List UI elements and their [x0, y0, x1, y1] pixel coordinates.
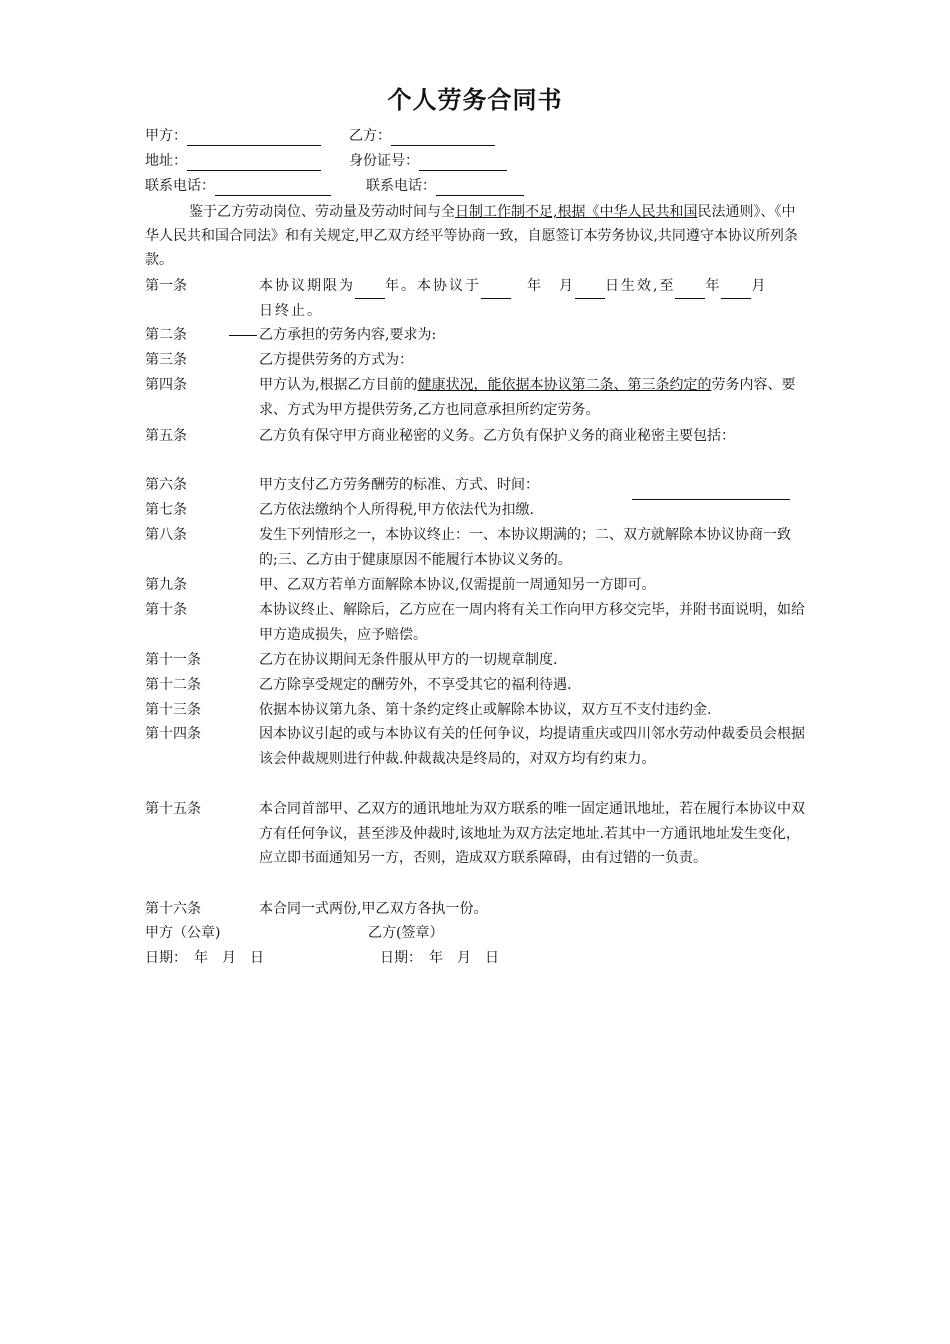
article-text: 本合同首部甲、乙双方的通讯地址为双方联系的唯一固定通讯地址，若在履行本协议中双方有任何争议，甚至涉及仲裁时,该地址为双方法定地址.若其中一方通讯地址发生变化，应立即书面通知另一方，否则，造成双方联系障碍，由有过错的一负责。: [259, 801, 805, 866]
intro-text-3: 民法通则》、《中华人民共和国合同法》和有关规定,甲乙双方经平等协商一致，自愿签订本劳务协议,共同遵守本协议所列条款。: [145, 204, 798, 268]
article-9: [145, 573, 807, 598]
end-year-blank[interactable]: [675, 282, 705, 299]
start-day-blank[interactable]: [575, 282, 605, 299]
address-field: [145, 151, 321, 171]
article-text: 本合同一式两份,甲乙双方各执一份。: [259, 901, 488, 917]
article-1: [145, 274, 807, 323]
article-number: 第十四条: [145, 726, 201, 742]
article-12: [145, 673, 807, 698]
article-text: 甲方认为,根据乙方目前的健康状况，能依据本协议第二条、第三条约定的劳务内容、要求、方式为甲方提供劳务,乙方也同意承担所约定劳务。: [259, 377, 796, 418]
article-4: [145, 373, 807, 422]
address-blank[interactable]: [187, 154, 321, 171]
party-a-blank[interactable]: [187, 129, 321, 146]
article-3: [145, 348, 807, 373]
article-14: [145, 722, 807, 771]
article-text: 甲、乙双方若单方面解除本协议,仅需提前一周通知另一方即可。: [259, 577, 656, 593]
document-title: 个人劳务合同书: [387, 86, 563, 114]
party-a-label: 甲方：: [145, 128, 187, 144]
article-number: 第二条: [145, 327, 187, 343]
party-a-seal: 甲方（公章): [145, 925, 221, 941]
article-number: 第四条: [145, 377, 187, 393]
article-text: 因本协议引起的或与本协议有关的任何争议，均提请重庆或四川邻水劳动仲裁委员会根据该会仲裁规则进行仲裁.仲裁裁决是终局的，对双方均有约束力。: [259, 726, 805, 767]
party-b-label: 乙方：: [349, 128, 391, 144]
article-7: [145, 498, 807, 523]
article-5: [145, 424, 807, 449]
article-10: [145, 598, 807, 647]
article-13: [145, 698, 807, 723]
article-number: 第十五条: [145, 801, 201, 817]
phone-b-label: 联系电话：: [366, 178, 436, 194]
article-number: 第十三条: [145, 702, 201, 718]
article-text: 乙方提供劳务的方式为：: [259, 352, 413, 368]
party-b-date: 日期： 年 月 日: [380, 950, 499, 966]
article-text: 乙方除享受规定的酬劳外，不享受其它的福利待遇.: [259, 677, 572, 693]
article-number: 第九条: [145, 577, 187, 593]
start-year-blank[interactable]: [481, 282, 511, 299]
article-6: [145, 473, 807, 498]
address-label: 地址：: [145, 153, 187, 169]
party-b-blank[interactable]: [391, 129, 495, 146]
article-text: 本协议期限为 年。本协议于 年 月 日生效,至 年 月 日终止。: [259, 278, 768, 319]
party-b-seal: 乙方(签章）: [368, 925, 444, 941]
article-11: [145, 648, 807, 673]
article-number: 第七条: [145, 502, 187, 518]
article-2: [145, 323, 807, 348]
article-16: [145, 897, 807, 922]
party-a-date: 日期： 年 月 日: [145, 950, 264, 966]
article-number: 第三条: [145, 352, 187, 368]
article-number: 第一条: [145, 278, 187, 294]
id-label: 身份证号：: [349, 153, 419, 169]
article-text: 乙方负有保守甲方商业秘密的义务。乙方负有保护义务的商业秘密主要包括：: [259, 428, 735, 444]
phone-a-blank[interactable]: [215, 179, 331, 196]
article-text: 乙方在协议期间无条件服从甲方的一切规章制度.: [259, 652, 558, 668]
id-blank[interactable]: [419, 154, 507, 171]
article-text: 乙方依法缴纳个人所得税,甲方依法代为扣缴.: [259, 502, 534, 518]
article-number: 第十二条: [145, 677, 201, 693]
end-month-blank[interactable]: [721, 282, 751, 299]
phone-a-field: [145, 176, 331, 196]
article-8: [145, 523, 807, 572]
phone-b-blank[interactable]: [436, 179, 524, 196]
article-text: 甲方支付乙方劳务酬劳的标准、方式、时间：: [259, 477, 539, 493]
intro-paragraph: [145, 200, 807, 272]
article-number: 第六条: [145, 477, 187, 493]
article-number: 第十一条: [145, 652, 201, 668]
party-b-field: [349, 126, 495, 146]
article-number: 第十条: [145, 602, 187, 618]
article-number: 第十六条: [145, 901, 201, 917]
intro-text-2: 日制工作制不足,根据《中华人民共和国: [455, 204, 698, 220]
party-a-field: [145, 126, 321, 146]
article-text: 乙方承担的劳务内容,要求为:: [259, 323, 807, 348]
phone-a-label: 联系电话：: [145, 178, 215, 194]
phone-b-field: [366, 176, 524, 196]
intro-text-1: 鉴于乙方劳动岗位、劳动量及劳动时间与全: [189, 204, 455, 220]
term-blank[interactable]: [355, 282, 385, 299]
article-text: 依据本协议第九条、第十条约定终止或解除本协议，双方互不支付违约金.: [259, 702, 712, 718]
article-text: 本协议终止、解除后，乙方应在一周内将有关工作向甲方移交完毕，并附书面说明，如给甲方造成损失，应予赔偿。: [259, 602, 805, 643]
article-15: [145, 797, 807, 871]
id-field: [349, 151, 507, 171]
article-text: 发生下列情形之一，本协议终止：一、本协议期满的；二、双方就解除本协议协商一致的;三、乙方由于健康原因不能履行本协议义务的。: [259, 527, 791, 568]
article-number: 第八条: [145, 527, 187, 543]
article-number: 第五条: [145, 428, 187, 444]
